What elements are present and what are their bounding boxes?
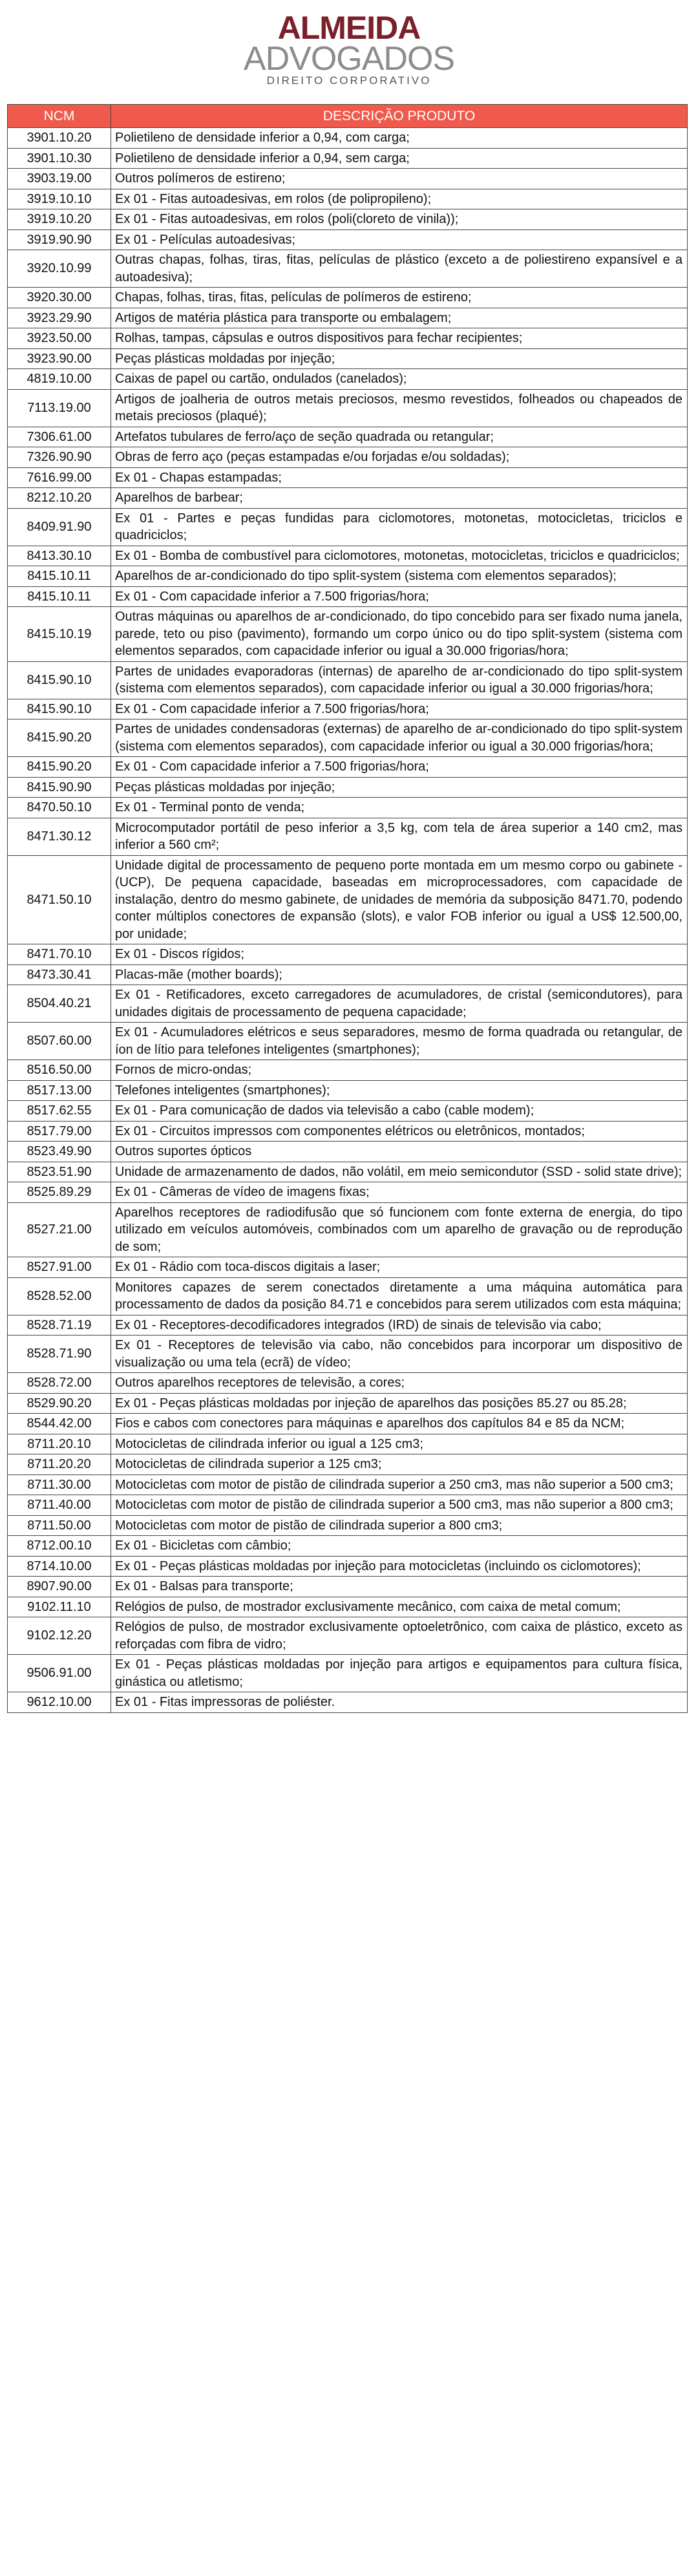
table-body xyxy=(8,128,688,1713)
table-row xyxy=(8,661,688,699)
product-description-cell: Ex 01 - Retificadores, exceto carregadores de acumuladores, de cristal (semicondutores), para unidades digitais de processamento de pequena capacidade; xyxy=(111,985,688,1023)
table-row xyxy=(8,308,688,328)
table-row xyxy=(8,1142,688,1162)
brand-logo xyxy=(0,12,698,88)
table-row xyxy=(8,1277,688,1315)
product-description-cell: Ex 01 - Películas autoadesivas; xyxy=(111,229,688,250)
table-row xyxy=(8,1315,688,1336)
table-row xyxy=(8,229,688,250)
table-row xyxy=(8,447,688,468)
product-description-cell: Artigos de joalheria de outros metais preciosos, mesmo revestidos, folheados ou chapeados de metais preciosos (plaqué); xyxy=(111,389,688,427)
product-description-cell: Relógios de pulso, de mostrador exclusivamente optoeletrônico, com caixa de plástico, exceto as reforçadas com fibra de vidro; xyxy=(111,1617,688,1655)
ncm-code-cell: 8415.90.20 xyxy=(8,719,111,757)
table-row xyxy=(8,1454,688,1475)
ncm-code-cell: 8907.90.00 xyxy=(8,1577,111,1597)
product-description-cell: Ex 01 - Partes e peças fundidas para ciclomotores, motonetas, motocicletas, triciclos e quadriciclos; xyxy=(111,508,688,546)
ncm-code-cell: 9612.10.00 xyxy=(8,1692,111,1713)
product-description-cell: Ex 01 - Peças plásticas moldadas por injeção de aparelhos das posições 85.27 ou 85.28; xyxy=(111,1393,688,1414)
table-row xyxy=(8,546,688,566)
ncm-code-cell: 3920.10.99 xyxy=(8,250,111,288)
product-description-cell: Ex 01 - Terminal ponto de venda; xyxy=(111,798,688,818)
ncm-code-cell: 8415.10.11 xyxy=(8,566,111,587)
table-row xyxy=(8,488,688,509)
product-description-cell: Ex 01 - Bicicletas com câmbio; xyxy=(111,1536,688,1557)
table-row xyxy=(8,719,688,757)
ncm-code-cell: 8529.90.20 xyxy=(8,1393,111,1414)
ncm-code-cell: 8415.90.10 xyxy=(8,661,111,699)
table-row xyxy=(8,798,688,818)
table-row xyxy=(8,1474,688,1495)
ncm-code-cell: 8516.50.00 xyxy=(8,1060,111,1081)
ncm-code-cell: 8711.50.00 xyxy=(8,1515,111,1536)
table-row xyxy=(8,467,688,488)
ncm-code-cell: 7113.19.00 xyxy=(8,389,111,427)
table-row xyxy=(8,1393,688,1414)
table-row xyxy=(8,1536,688,1557)
table-row xyxy=(8,1202,688,1257)
ncm-code-cell: 8415.90.20 xyxy=(8,757,111,778)
table-row xyxy=(8,1023,688,1060)
ncm-code-cell: 8471.70.10 xyxy=(8,944,111,965)
product-description-cell: Ex 01 - Circuitos impressos com componentes elétricos ou eletrônicos, montados; xyxy=(111,1121,688,1142)
ncm-code-cell: 3919.10.20 xyxy=(8,209,111,230)
product-description-cell: Motocicletas com motor de pistão de cilindrada superior a 500 cm3, mas não superior a 800 cm3; xyxy=(111,1495,688,1516)
ncm-code-cell: 8544.42.00 xyxy=(8,1414,111,1434)
ncm-code-cell: 3901.10.20 xyxy=(8,128,111,149)
table-row xyxy=(8,1597,688,1617)
product-description-cell: Relógios de pulso, de mostrador exclusivamente mecânico, com caixa de metal comum; xyxy=(111,1597,688,1617)
product-description-cell: Ex 01 - Bomba de combustível para ciclomotores, motonetas, motocicletas, triciclos e quadriciclos; xyxy=(111,546,688,566)
ncm-table xyxy=(7,104,688,1713)
ncm-code-cell: 8711.20.20 xyxy=(8,1454,111,1475)
table-row xyxy=(8,1080,688,1101)
product-description-cell: Ex 01 - Fitas autoadesivas, em rolos (de polipropileno); xyxy=(111,189,688,209)
table-row xyxy=(8,1577,688,1597)
header-description: DESCRIÇÃO PRODUTO xyxy=(111,105,688,128)
product-description-cell: Ex 01 - Peças plásticas moldadas por injeção para artigos e equipamentos para cultura física, ginástica ou atletismo; xyxy=(111,1655,688,1692)
table-row xyxy=(8,1434,688,1454)
product-description-cell: Partes de unidades evaporadoras (internas) de aparelho de ar-condicionado do tipo split-system (sistema com elementos separados), com capacidade inferior ou igual a 30.000 frigorias/hora; xyxy=(111,661,688,699)
ncm-code-cell: 8415.90.90 xyxy=(8,777,111,798)
table-row xyxy=(8,508,688,546)
product-description-cell: Partes de unidades condensadoras (externas) de aparelho de ar-condicionado do tipo split-system (sistema com elementos separados), com capacidade inferior ou igual a 30.000 frigorias/hora; xyxy=(111,719,688,757)
table-row xyxy=(8,964,688,985)
product-description-cell: Motocicletas com motor de pistão de cilindrada superior a 250 cm3, mas não superior a 500 cm3; xyxy=(111,1474,688,1495)
table-row xyxy=(8,1121,688,1142)
ncm-code-cell: 8517.62.55 xyxy=(8,1101,111,1122)
ncm-code-cell: 8714.10.00 xyxy=(8,1556,111,1577)
table-row xyxy=(8,369,688,390)
product-description-cell: Aparelhos de ar-condicionado do tipo split-system (sistema com elementos separados); xyxy=(111,566,688,587)
table-row xyxy=(8,818,688,855)
table-row xyxy=(8,189,688,209)
product-description-cell: Motocicletas de cilindrada inferior ou igual a 125 cm3; xyxy=(111,1434,688,1454)
ncm-code-cell: 8517.13.00 xyxy=(8,1080,111,1101)
table-row xyxy=(8,944,688,965)
ncm-code-cell: 3919.90.90 xyxy=(8,229,111,250)
ncm-code-cell: 3919.10.10 xyxy=(8,189,111,209)
ncm-code-cell: 8711.30.00 xyxy=(8,1474,111,1495)
ncm-code-cell: 8473.30.41 xyxy=(8,964,111,985)
product-description-cell: Outros aparelhos receptores de televisão, a cores; xyxy=(111,1373,688,1394)
table-row xyxy=(8,1495,688,1516)
table-row xyxy=(8,1101,688,1122)
ncm-code-cell: 8413.30.10 xyxy=(8,546,111,566)
table-row xyxy=(8,985,688,1023)
product-description-cell: Peças plásticas moldadas por injeção; xyxy=(111,348,688,369)
table-row xyxy=(8,1655,688,1692)
table-row xyxy=(8,328,688,349)
ncm-code-cell: 3923.50.00 xyxy=(8,328,111,349)
table-row xyxy=(8,128,688,149)
product-description-cell: Ex 01 - Receptores de televisão via cabo, não concebidos para incorporar um dispositivo de visualização ou uma tela (ecrã) de vídeo; xyxy=(111,1336,688,1373)
table-row xyxy=(8,148,688,169)
product-description-cell: Outras chapas, folhas, tiras, fitas, películas de plástico (exceto a de poliestireno expansível e a autoadesiva); xyxy=(111,250,688,288)
ncm-code-cell: 3920.30.00 xyxy=(8,288,111,308)
product-description-cell: Telefones inteligentes (smartphones); xyxy=(111,1080,688,1101)
table-row xyxy=(8,288,688,308)
product-description-cell: Ex 01 - Para comunicação de dados via televisão a cabo (cable modem); xyxy=(111,1101,688,1122)
table-row xyxy=(8,250,688,288)
product-description-cell: Polietileno de densidade inferior a 0,94, sem carga; xyxy=(111,148,688,169)
ncm-code-cell: 4819.10.00 xyxy=(8,369,111,390)
product-description-cell: Ex 01 - Rádio com toca-discos digitais a laser; xyxy=(111,1257,688,1278)
product-description-cell: Ex 01 - Chapas estampadas; xyxy=(111,467,688,488)
ncm-code-cell: 8523.51.90 xyxy=(8,1162,111,1182)
table-row xyxy=(8,699,688,719)
ncm-code-cell: 3923.90.00 xyxy=(8,348,111,369)
ncm-code-cell: 8525.89.29 xyxy=(8,1182,111,1203)
product-description-cell: Chapas, folhas, tiras, fitas, películas de polímeros de estireno; xyxy=(111,288,688,308)
product-description-cell: Aparelhos receptores de radiodifusão que só funcionem com fonte externa de energia, do tipo utilizado em veículos automóveis, combinados com um aparelho de gravação ou de reprodução de som; xyxy=(111,1202,688,1257)
ncm-code-cell: 7306.61.00 xyxy=(8,427,111,447)
table-row xyxy=(8,1060,688,1081)
product-description-cell: Fios e cabos com conectores para máquinas e aparelhos dos capítulos 84 e 85 da NCM; xyxy=(111,1414,688,1434)
product-description-cell: Motocicletas de cilindrada superior a 125 cm3; xyxy=(111,1454,688,1475)
ncm-code-cell: 8517.79.00 xyxy=(8,1121,111,1142)
product-description-cell: Ex 01 - Fitas autoadesivas, em rolos (poli(cloreto de vinila)); xyxy=(111,209,688,230)
product-description-cell: Ex 01 - Peças plásticas moldadas por injeção para motocicletas (incluindo os ciclomotores); xyxy=(111,1556,688,1577)
table-row xyxy=(8,855,688,944)
product-description-cell: Polietileno de densidade inferior a 0,94, com carga; xyxy=(111,128,688,149)
ncm-code-cell: 8507.60.00 xyxy=(8,1023,111,1060)
header-ncm: NCM xyxy=(8,105,111,128)
product-description-cell: Unidade de armazenamento de dados, não volátil, em meio semicondutor (SSD - solid state drive); xyxy=(111,1162,688,1182)
ncm-code-cell: 8471.30.12 xyxy=(8,818,111,855)
table-row xyxy=(8,1336,688,1373)
product-description-cell: Obras de ferro aço (peças estampadas e/ou forjadas e/ou soldadas); xyxy=(111,447,688,468)
product-description-cell: Ex 01 - Com capacidade inferior a 7.500 frigorias/hora; xyxy=(111,586,688,607)
ncm-code-cell: 8415.10.11 xyxy=(8,586,111,607)
ncm-code-cell: 8415.10.19 xyxy=(8,607,111,662)
table-row xyxy=(8,169,688,189)
product-description-cell: Ex 01 - Acumuladores elétricos e seus separadores, mesmo de forma quadrada ou retangular, de íon de lítio para telefones inteligentes (smartphones); xyxy=(111,1023,688,1060)
table-header-row xyxy=(8,105,688,128)
ncm-code-cell: 3923.29.90 xyxy=(8,308,111,328)
table-row xyxy=(8,1257,688,1278)
product-description-cell: Ex 01 - Câmeras de vídeo de imagens fixas; xyxy=(111,1182,688,1203)
product-description-cell: Microcomputador portátil de peso inferior a 3,5 kg, com tela de área superior a 140 cm2, mas inferior a 560 cm²; xyxy=(111,818,688,855)
product-description-cell: Caixas de papel ou cartão, ondulados (canelados); xyxy=(111,369,688,390)
product-description-cell: Ex 01 - Com capacidade inferior a 7.500 frigorias/hora; xyxy=(111,699,688,719)
product-description-cell: Motocicletas com motor de pistão de cilindrada superior a 800 cm3; xyxy=(111,1515,688,1536)
product-description-cell: Peças plásticas moldadas por injeção; xyxy=(111,777,688,798)
ncm-code-cell: 3903.19.00 xyxy=(8,169,111,189)
ncm-code-cell: 9506.91.00 xyxy=(8,1655,111,1692)
ncm-code-cell: 8711.40.00 xyxy=(8,1495,111,1516)
table-row xyxy=(8,1692,688,1713)
ncm-code-cell: 3901.10.30 xyxy=(8,148,111,169)
table-row xyxy=(8,1182,688,1203)
table-row xyxy=(8,566,688,587)
product-description-cell: Outros suportes ópticos xyxy=(111,1142,688,1162)
ncm-code-cell: 8523.49.90 xyxy=(8,1142,111,1162)
table-row xyxy=(8,348,688,369)
product-description-cell: Ex 01 - Fitas impressoras de poliéster. xyxy=(111,1692,688,1713)
ncm-code-cell: 8528.72.00 xyxy=(8,1373,111,1394)
ncm-code-cell: 8528.71.90 xyxy=(8,1336,111,1373)
brand-subtitle: DIREITO CORPORATIVO xyxy=(266,74,432,87)
ncm-code-cell: 8527.21.00 xyxy=(8,1202,111,1257)
ncm-code-cell: 8415.90.10 xyxy=(8,699,111,719)
table-row xyxy=(8,427,688,447)
ncm-code-cell: 8711.20.10 xyxy=(8,1434,111,1454)
ncm-code-cell: 8528.71.19 xyxy=(8,1315,111,1336)
table-row xyxy=(8,1617,688,1655)
ncm-code-cell: 8471.50.10 xyxy=(8,855,111,944)
ncm-code-cell: 7326.90.90 xyxy=(8,447,111,468)
table-row xyxy=(8,389,688,427)
product-description-cell: Monitores capazes de serem conectados diretamente a uma máquina automática para processamento de dados da posição 84.71 e concebidos para serem utilizados com esta máquina; xyxy=(111,1277,688,1315)
ncm-code-cell: 8409.91.90 xyxy=(8,508,111,546)
table-row xyxy=(8,607,688,662)
product-description-cell: Ex 01 - Discos rígidos; xyxy=(111,944,688,965)
table-row xyxy=(8,1515,688,1536)
table-row xyxy=(8,209,688,230)
ncm-code-cell: 8504.40.21 xyxy=(8,985,111,1023)
product-description-cell: Fornos de micro-ondas; xyxy=(111,1060,688,1081)
product-description-cell: Unidade digital de processamento de pequeno porte montada em um mesmo corpo ou gabinete - (UCP), De pequena capacidade, baseadas em microprocessadores, com capacidade de instalação, dentro do mesmo gabinete, de unidades de memória da subposição 8471.70, podendo conter múltiplos conectores de expansão (slots), e valor FOB inferior ou igual a US$ 12.500,00, por unidade; xyxy=(111,855,688,944)
product-description-cell: Outros polímeros de estireno; xyxy=(111,169,688,189)
ncm-code-cell: 8527.91.00 xyxy=(8,1257,111,1278)
table-row xyxy=(8,1373,688,1394)
ncm-code-cell: 9102.11.10 xyxy=(8,1597,111,1617)
ncm-code-cell: 8212.10.20 xyxy=(8,488,111,509)
ncm-code-cell: 7616.99.00 xyxy=(8,467,111,488)
product-description-cell: Outras máquinas ou aparelhos de ar-condicionado, do tipo concebido para ser fixado numa janela, parede, teto ou piso (pavimento), formando um corpo único ou do tipo split-system (sistema com elementos separados, com capacidade inferior ou igual a 30.000 frigorias/hora; xyxy=(111,607,688,662)
product-description-cell: Ex 01 - Balsas para transporte; xyxy=(111,1577,688,1597)
product-description-cell: Artigos de matéria plástica para transporte ou embalagem; xyxy=(111,308,688,328)
product-description-cell: Placas-mãe (mother boards); xyxy=(111,964,688,985)
brand-name-secondary: ADVOGADOS xyxy=(243,40,455,78)
table-row xyxy=(8,586,688,607)
table-row xyxy=(8,1162,688,1182)
table-row xyxy=(8,1414,688,1434)
ncm-code-cell: 8712.00.10 xyxy=(8,1536,111,1557)
table-row xyxy=(8,757,688,778)
table-row xyxy=(8,1556,688,1577)
product-description-cell: Ex 01 - Com capacidade inferior a 7.500 frigorias/hora; xyxy=(111,757,688,778)
product-description-cell: Aparelhos de barbear; xyxy=(111,488,688,509)
product-description-cell: Artefatos tubulares de ferro/aço de seção quadrada ou retangular; xyxy=(111,427,688,447)
brand-name-primary: ALMEIDA xyxy=(277,10,421,46)
ncm-code-cell: 8470.50.10 xyxy=(8,798,111,818)
ncm-code-cell: 9102.12.20 xyxy=(8,1617,111,1655)
table-row xyxy=(8,777,688,798)
product-description-cell: Ex 01 - Receptores-decodificadores integrados (IRD) de sinais de televisão via cabo; xyxy=(111,1315,688,1336)
ncm-code-cell: 8528.52.00 xyxy=(8,1277,111,1315)
product-description-cell: Rolhas, tampas, cápsulas e outros dispositivos para fechar recipientes; xyxy=(111,328,688,349)
